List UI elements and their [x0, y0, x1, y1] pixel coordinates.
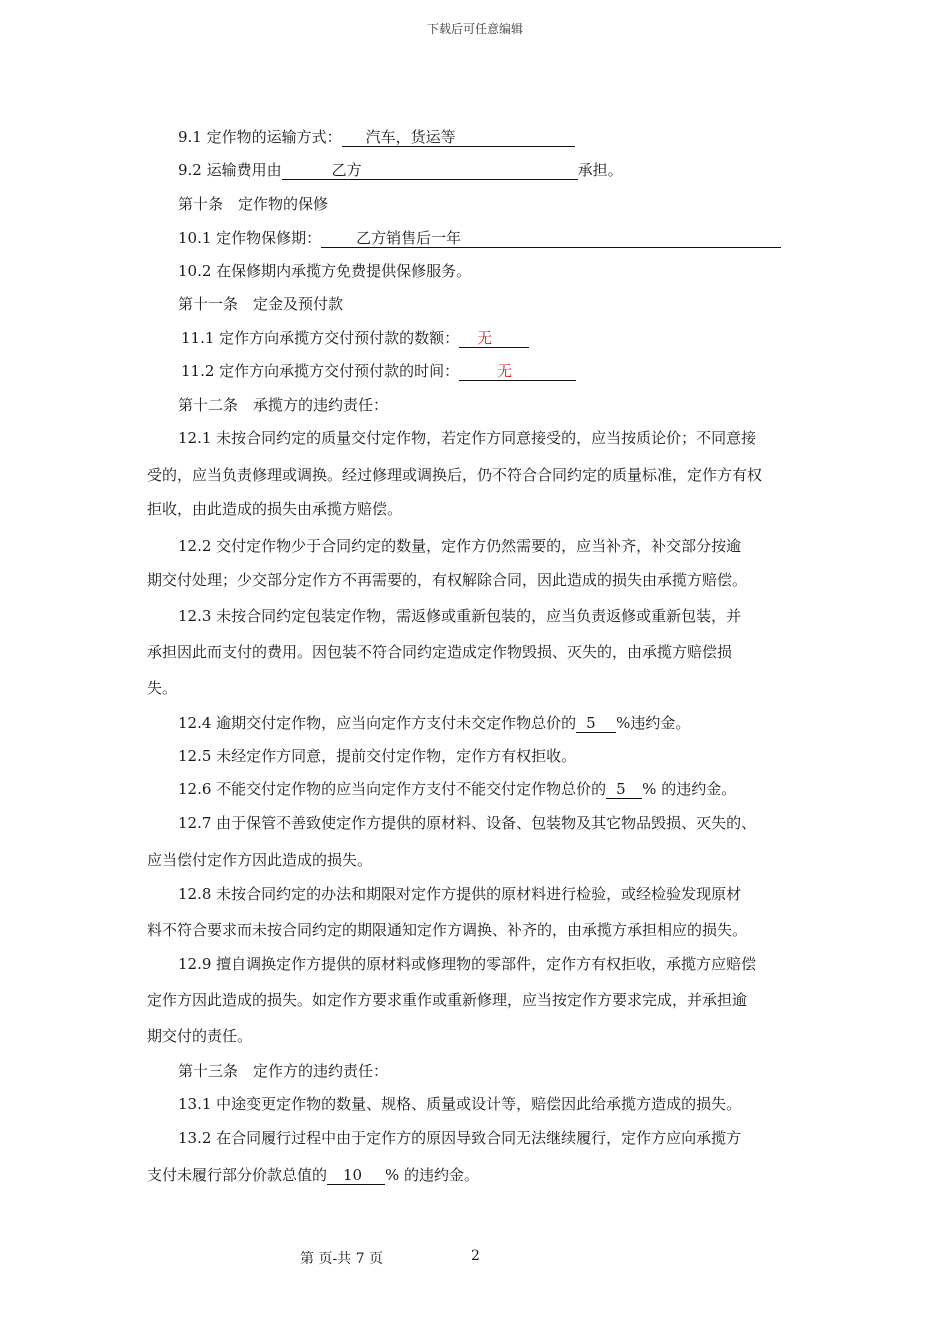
- article-12-heading: 第十二条 承揽方的违约责任：: [178, 396, 389, 414]
- warranty-period-value: 乙方销售后一年: [356, 229, 462, 247]
- clause-12-4: 12.4 逾期交付定作物，应当向定作方支付未交定作物总价的 5 %违约金。: [178, 714, 691, 732]
- page-count: 第 页-共 7 页: [300, 1251, 383, 1267]
- clause-12-3-line2: 承担因此而支付的费用。因包装不符合同约定造成定作物毁损、灭失的，由承揽方赔偿损: [147, 643, 733, 661]
- clause-12-3-line1: 12.3 未按合同约定包装定作物，需返修或重新包装的，应当负责返修或重新包装，并: [178, 607, 742, 625]
- transport-method-value: 汽车，货运等: [365, 128, 456, 146]
- clause-12-9-line3: 期交付的责任。: [147, 1027, 253, 1045]
- article-10-heading: 第十条 定作物的保修: [178, 195, 329, 213]
- clause-12-7-line2: 应当偿付定作方因此造成的损失。: [147, 851, 373, 869]
- clause-10-1: 10.1 定作物保修期： 乙方销售后一年: [178, 228, 781, 248]
- clause-9-1: 9.1 定作物的运输方式： 汽车，货运等: [178, 127, 575, 147]
- clause-12-7-line1: 12.7 由于保管不善致使定作方提供的原材料、设备、包装物及其它物品毁损、灭失的、: [178, 814, 757, 832]
- clause-11-1: 11.1 定作方向承揽方交付预付款的数额： 无: [181, 328, 529, 348]
- clause-12-1-line2: 受的，应当负责修理或调换。经过修理或调换后，仍不符合合同约定的质量标准，定作方有权: [147, 466, 763, 484]
- clause-11-2: 11.2 定作方向承揽方交付预付款的时间： 无: [181, 361, 576, 381]
- clause-12-9-line1: 12.9 擅自调换定作方提供的原材料或修理物的零部件，定作方有权拒收，承揽方应赔偿: [178, 955, 757, 973]
- clause-13-2-line1: 13.2 在合同履行过程中由于定作方的原因导致合同无法继续履行，定作方应向承揽方: [178, 1129, 742, 1147]
- breach-penalty-percent: 10: [343, 1166, 363, 1184]
- prepayment-amount-value: 无: [477, 329, 493, 347]
- clause-12-1-line3: 拒收，由此造成的损失由承揽方赔偿。: [147, 500, 403, 518]
- page-header: 下载后可任意编辑: [426, 22, 523, 36]
- clause-12-1-line1: 12.1 未按合同约定的质量交付定作物，若定作方同意接受的，应当按质论价；不同意接: [178, 429, 757, 447]
- clause-12-9-line2: 定作方因此造成的损失。如定作方要求重作或重新修理，应当按定作方要求完成，并承担逾: [147, 991, 748, 1009]
- clause-13-2-line2: 支付未履行部分价款总值的 10 % 的违约金。: [147, 1166, 480, 1184]
- late-penalty-percent: 5: [586, 714, 596, 732]
- prepayment-time-value: 无: [497, 362, 513, 380]
- clause-9-2: 9.2 运输费用由 乙方 承担。: [178, 161, 623, 179]
- clause-12-3-line3: 失。: [147, 679, 178, 697]
- clause-13-1: 13.1 中途变更定作物的数量、规格、质量或设计等，赔偿因此给承揽方造成的损失。: [178, 1095, 742, 1113]
- clause-12-5: 12.5 未经定作方同意，提前交付定作物，定作方有权拒收。: [178, 747, 577, 765]
- transport-payer-value: 乙方: [331, 161, 362, 179]
- clause-12-8-line1: 12.8 未按合同约定的办法和期限对定作方提供的原材料进行检验，或经检验发现原材: [178, 885, 742, 903]
- article-13-heading: 第十三条 定作方的违约责任：: [178, 1062, 389, 1080]
- article-11-heading: 第十一条 定金及预付款: [178, 295, 344, 313]
- nondelivery-penalty-percent: 5: [616, 780, 626, 798]
- clause-12-6: 12.6 不能交付定作物的应当向定作方支付不能交付定作物总价的 5 % 的违约金。: [178, 780, 737, 798]
- clause-12-2-line1: 12.2 交付定作物少于合同约定的数量，定作方仍然需要的，应当补齐，补交部分按逾: [178, 537, 742, 555]
- clause-12-8-line2: 料不符合要求而未按合同约定的期限通知定作方调换、补齐的，由承揽方承担相应的损失。: [147, 921, 748, 939]
- clause-12-2-line2: 期交付处理；少交部分定作方不再需要的，有权解除合同，因此造成的损失由承揽方赔偿。: [147, 571, 748, 589]
- clause-10-2: 10.2 在保修期内承揽方免费提供保修服务。: [178, 262, 472, 280]
- page-number: 2: [471, 1248, 480, 1264]
